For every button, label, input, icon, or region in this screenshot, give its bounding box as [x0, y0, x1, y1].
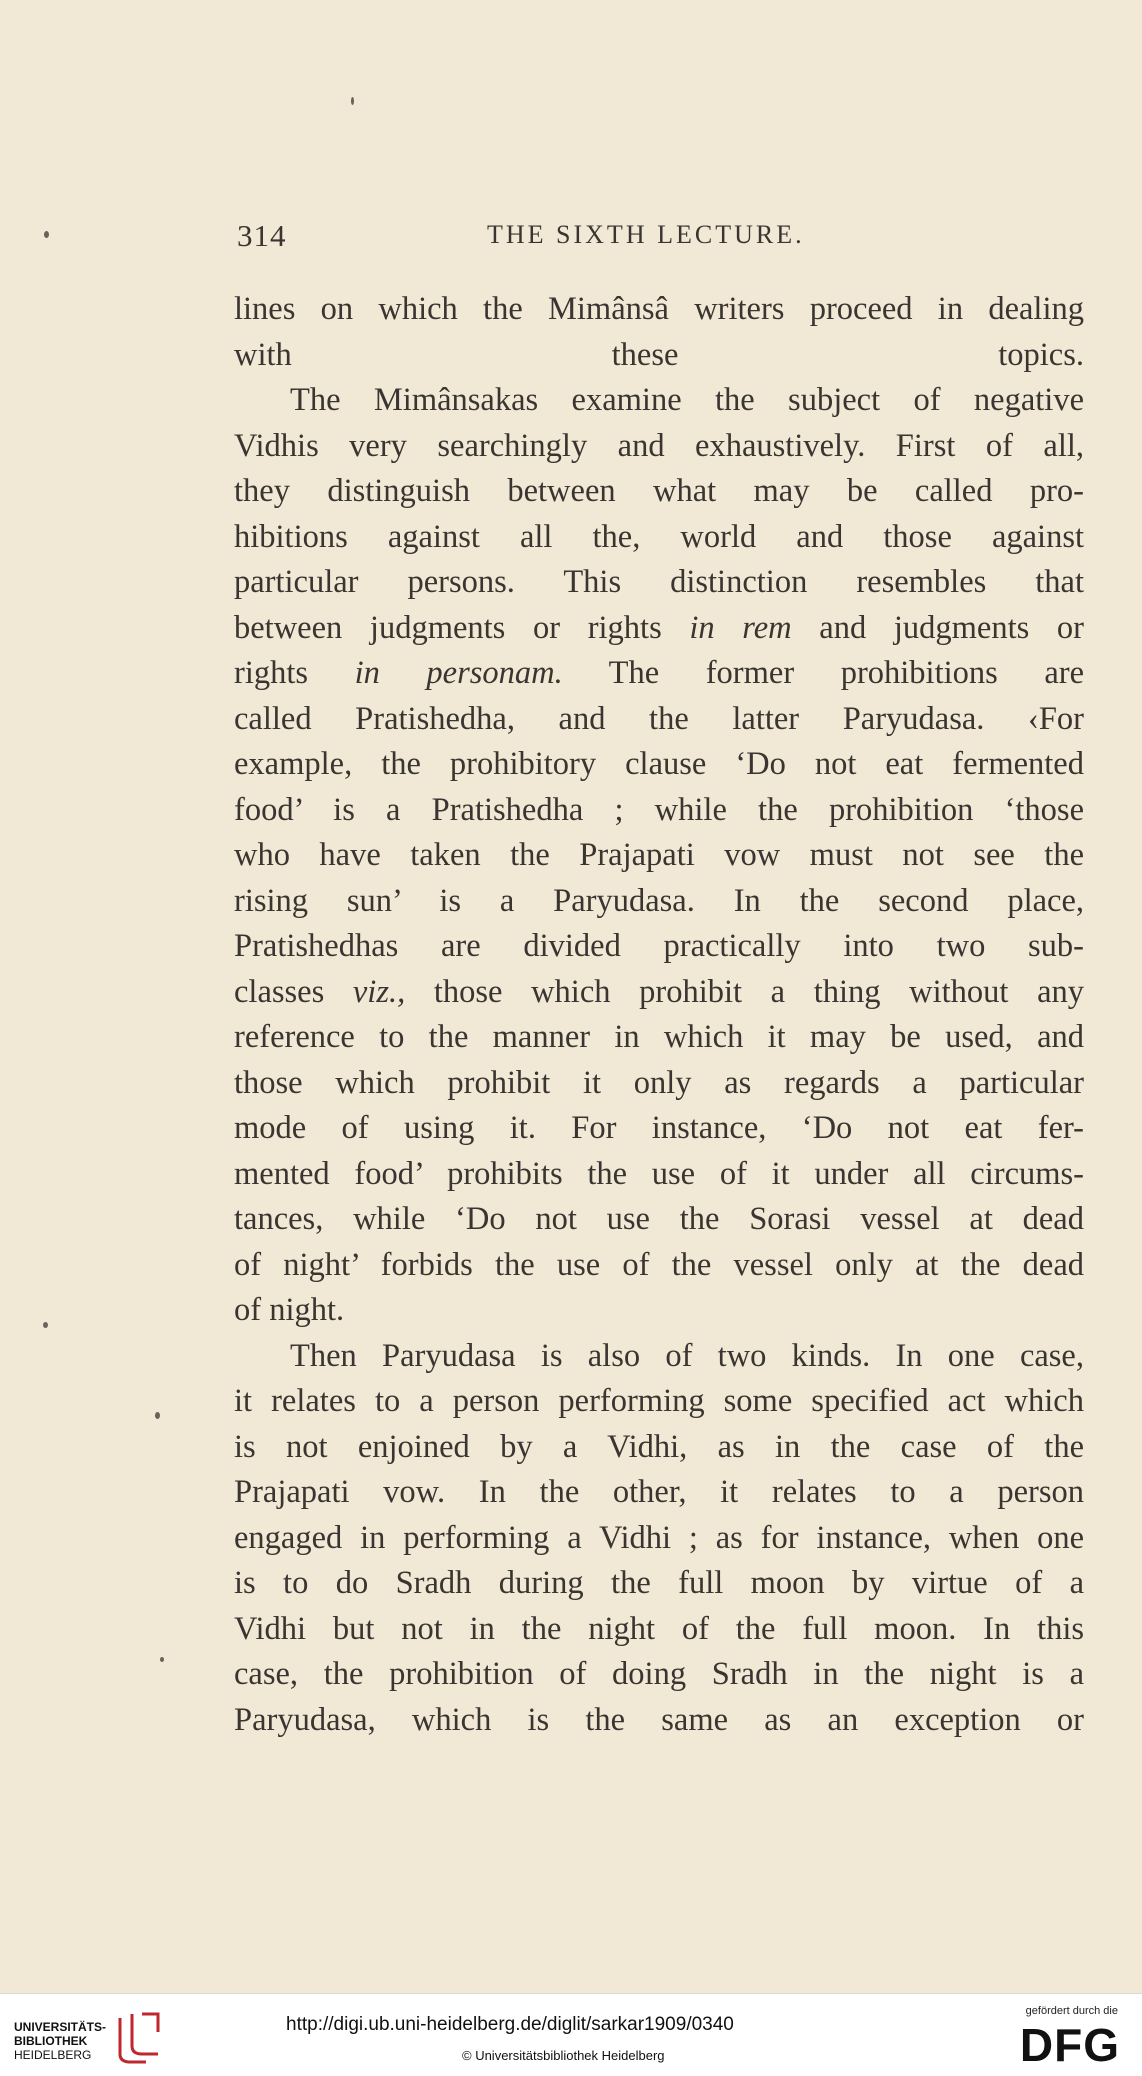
library-name-line: BIBLIOTHEK	[14, 2034, 88, 2048]
footer	[0, 1993, 1142, 2076]
funding-note: gefördert durch die	[1025, 2005, 1118, 2017]
page-speck	[351, 97, 354, 105]
page-speck	[44, 231, 49, 238]
text-run: engaged in performing a Vidhi ; as for instance, when one	[234, 1519, 1084, 1556]
text-line	[234, 697, 1084, 743]
text-run: food’ is a Pratishedha ; while the prohibition ‘those	[234, 791, 1084, 828]
text-run: Pratishedhas are divided practically into two sub-	[234, 928, 1084, 964]
text-line	[234, 1698, 1084, 1744]
page-speck	[43, 1322, 48, 1328]
text-line	[234, 1197, 1084, 1243]
text-run: classes	[234, 973, 353, 1010]
text-line	[234, 469, 1084, 515]
text-line	[234, 1243, 1084, 1289]
text-run: Vidhis very searchingly and exhaustively. First of all,	[234, 427, 1084, 464]
text-run: Vidhi but not in the night of the full moon. In this	[234, 1610, 1084, 1647]
text-run: who have taken the Prajapati vow must not see the	[234, 837, 1084, 873]
page-speck	[160, 1657, 164, 1662]
text-line	[234, 287, 1084, 333]
italic-phrase: in personam.	[354, 655, 563, 691]
text-run: rights	[234, 655, 355, 691]
text-run: with these topics.	[234, 336, 1084, 373]
text-run: reference to the manner in which it may be used, and	[234, 1019, 1084, 1055]
text-line	[234, 970, 1084, 1016]
body-text	[234, 287, 1084, 1743]
text-line	[234, 651, 1084, 697]
text-run: Then Paryudasa is also of two kinds. In one case,	[290, 1337, 1084, 1374]
dfg-logo: DFG	[1019, 2019, 1120, 2071]
text-line	[234, 378, 1084, 424]
text-run: mode of using it. For instance, ‘Do not eat fer-	[234, 1110, 1084, 1146]
text-line	[234, 1106, 1084, 1152]
text-run: hibitions against all the, world and those against	[234, 518, 1084, 555]
italic-phrase: viz.,	[352, 973, 406, 1010]
library-name-line: HEIDELBERG	[14, 2048, 92, 2062]
text-run: Prajapati vow. In the other, it relates to a person	[234, 1474, 1084, 1510]
running-head: THE SIXTH LECTURE.	[487, 220, 805, 249]
text-run: tances, while ‘Do not use the Sorasi vessel at dead	[234, 1201, 1084, 1237]
page-speck	[155, 1412, 160, 1419]
text-run: rising sun’ is a Paryudasa. In the second place,	[234, 882, 1084, 919]
text-line	[234, 1334, 1084, 1380]
text-run: mented food’ prohibits the use of it under all circums-	[234, 1155, 1084, 1192]
text-run: particular persons. This distinction resembles that	[234, 564, 1084, 600]
text-run: of night’ forbids the use of the vessel only at the dead	[234, 1246, 1084, 1283]
text-run: of night.	[234, 1292, 345, 1328]
text-run: case, the prohibition of doing Sradh in the night is a	[234, 1656, 1084, 1692]
text-line	[234, 1288, 1084, 1334]
text-line	[234, 1516, 1084, 1562]
library-name-line: UNIVERSITÄTS-	[14, 2020, 107, 2034]
text-line	[234, 1152, 1084, 1198]
text-run: example, the prohibitory clause ‘Do not eat fermented	[234, 746, 1084, 782]
text-line	[234, 515, 1084, 561]
text-run: those which prohibit a thing without any	[405, 973, 1084, 1010]
text-line	[234, 742, 1084, 788]
text-run: between judgments or rights	[234, 609, 690, 646]
text-run: and judgments or	[791, 609, 1084, 646]
text-line	[234, 1061, 1084, 1107]
text-run: they distinguish between what may be called pro-	[234, 473, 1084, 509]
text-run: lines on which the Mimânsâ writers proceed in dealing	[234, 291, 1084, 327]
text-line	[234, 1379, 1084, 1425]
library-logo-text	[14, 2020, 106, 2062]
text-run: those which prohibit it only as regards a particular	[234, 1064, 1084, 1101]
library-logo-icon	[112, 2010, 164, 2066]
italic-phrase: in rem	[689, 609, 792, 646]
text-run: The former prohibitions are	[562, 655, 1084, 691]
text-line	[234, 879, 1084, 925]
text-line	[234, 424, 1084, 470]
footer-copyright: © Universitätsbibliothek Heidelberg	[462, 2048, 665, 2063]
page-header	[231, 212, 1081, 260]
text-line	[234, 1425, 1084, 1471]
text-line	[234, 333, 1084, 379]
text-line	[234, 1652, 1084, 1698]
text-line	[234, 1015, 1084, 1061]
text-run: is not enjoined by a Vidhi, as in the case of the	[234, 1428, 1084, 1465]
text-line	[234, 1470, 1084, 1516]
text-line	[234, 924, 1084, 970]
footer-url[interactable]: http://digi.ub.uni-heidelberg.de/diglit/sarkar1909/0340	[286, 2014, 734, 2035]
text-run: is to do Sradh during the full moon by virtue of a	[234, 1565, 1084, 1601]
text-line	[234, 788, 1084, 834]
text-run: The Mimânsakas examine the subject of negative	[290, 382, 1084, 418]
text-line	[234, 606, 1084, 652]
text-run: called Pratishedha, and the latter Paryudasa. ‹For	[234, 700, 1084, 737]
text-line	[234, 1607, 1084, 1653]
text-line	[234, 560, 1084, 606]
text-line	[234, 1561, 1084, 1607]
text-run: Paryudasa, which is the same as an exception or	[234, 1701, 1084, 1738]
text-line	[234, 833, 1084, 879]
text-run: it relates to a person performing some specified act which	[234, 1383, 1084, 1419]
page-number: 314	[237, 218, 287, 253]
